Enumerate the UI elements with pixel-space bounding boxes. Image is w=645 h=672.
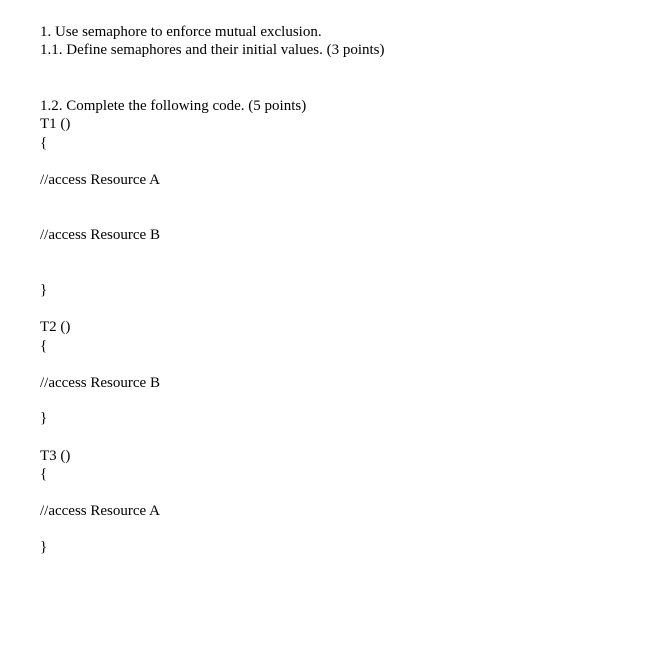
question-heading: 1. Use semaphore to enforce mutual exclusion. — [40, 24, 322, 40]
t2-open-brace: { — [40, 338, 48, 354]
part-1-2-prompt: 1.2. Complete the following code. (5 points) — [40, 98, 307, 114]
t1-comment-resource-b: //access Resource B — [40, 227, 160, 243]
t3-comment-resource-a: //access Resource A — [40, 503, 160, 519]
t1-comment-resource-a: //access Resource A — [40, 172, 160, 188]
t1-close-brace: } — [40, 282, 48, 298]
t3-open-brace: { — [40, 466, 48, 482]
t3-close-brace: } — [40, 539, 48, 555]
t1-open-brace: { — [40, 135, 48, 151]
t2-header: T2 () — [40, 319, 71, 335]
part-1-1-prompt: 1.1. Define semaphores and their initial values. (3 points) — [40, 42, 385, 58]
t3-header: T3 () — [40, 448, 71, 464]
t2-close-brace: } — [40, 410, 48, 426]
t2-comment-resource-b: //access Resource B — [40, 375, 160, 391]
t1-header: T1 () — [40, 116, 71, 132]
